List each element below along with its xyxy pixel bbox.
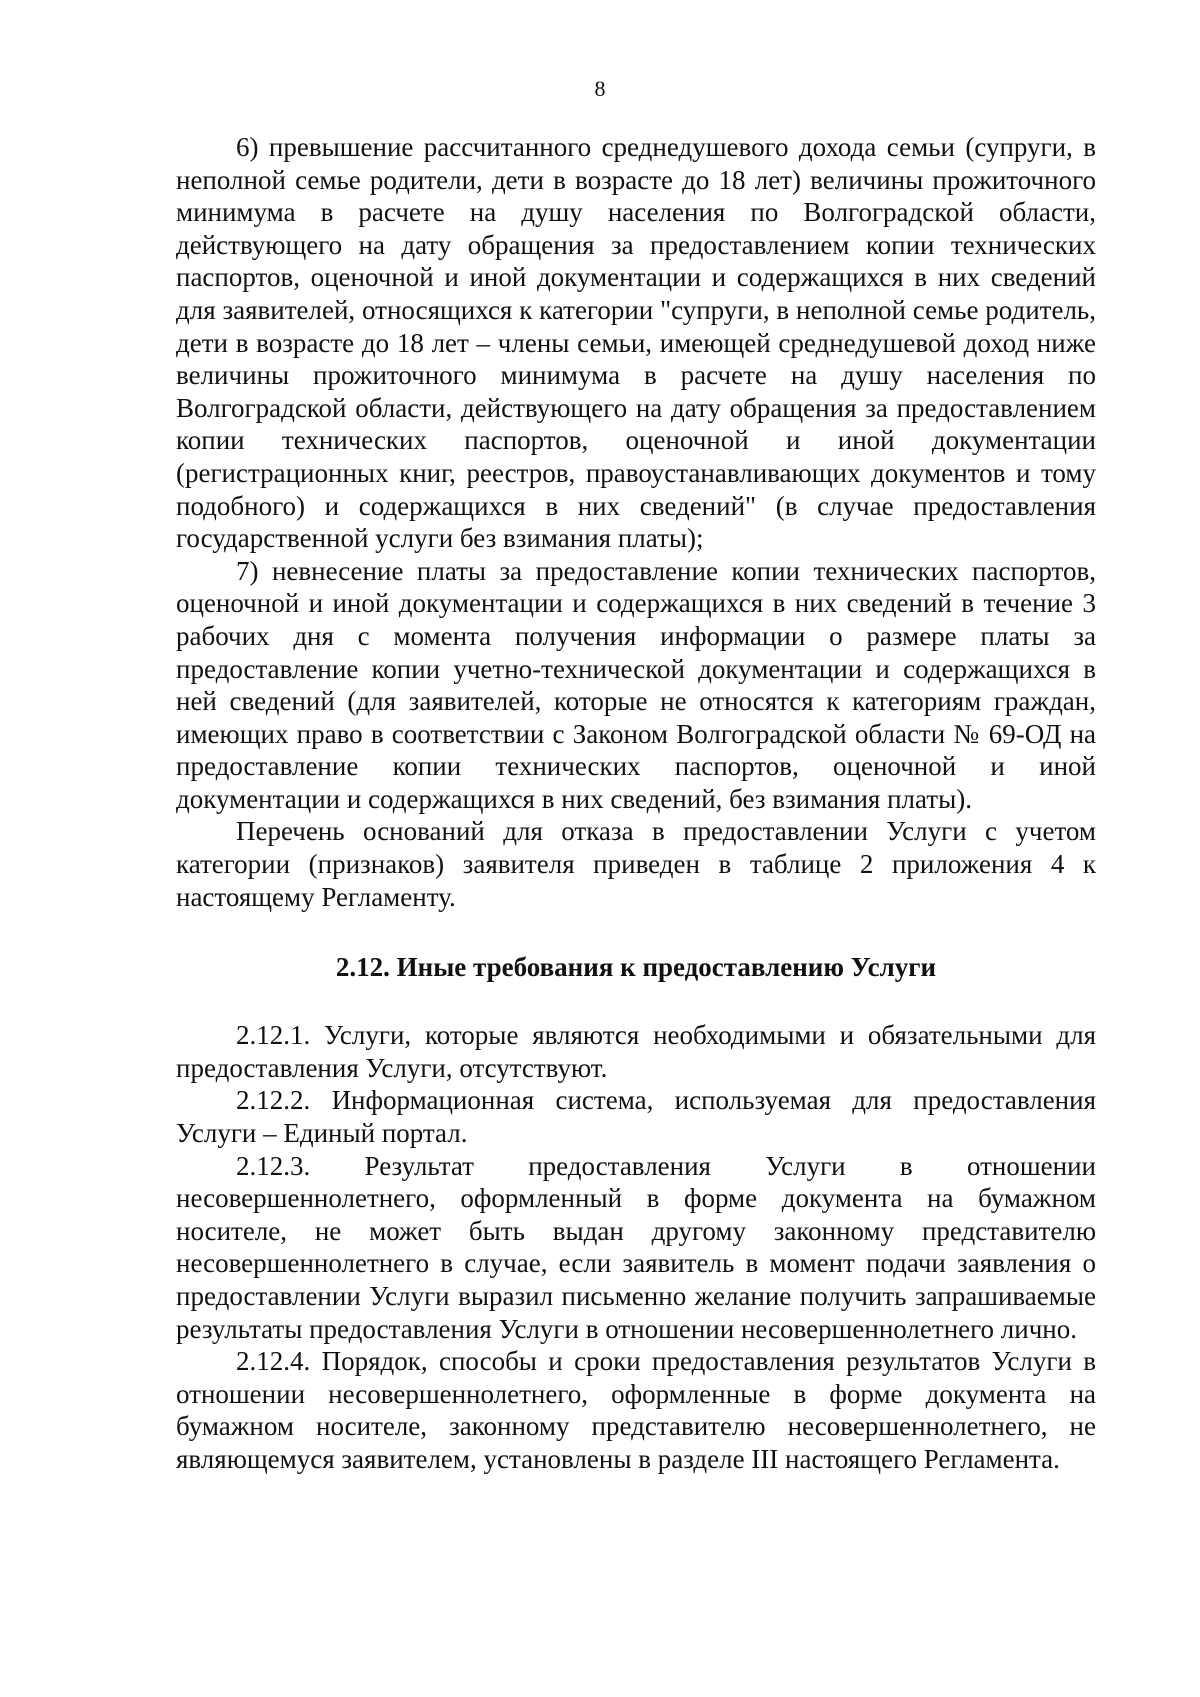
paragraph-2-12-4: 2.12.4. Порядок, способы и сроки предоставления результатов Услуги в отношении несовершеннолетнего, оформленные в форме документа на бумажном носителе, законному представителю несовершеннолетнего, не являющемуся заявителем, установлены в разделе III настоящего Регламента. xyxy=(176,1346,1096,1474)
paragraph-2-12-2: 2.12.2. Информационная система, используемая для предоставления Услуги – Единый портал. xyxy=(176,1085,1096,1149)
page-number: 8 xyxy=(594,76,606,101)
paragraph-item-6: 6) превышение рассчитанного среднедушевого дохода семьи (супруги, в неполной семье родители, дети в возрасте до 18 лет) величины прожиточного минимума в расчете на душу населения по Волгоградской области, действующего на дату обращения за предоставлением копии технических паспортов, оценочной и иной документации и содержащихся в них сведений для заявителей, относящихся к категории "супруги, в неполной семье родитель, дети в возрасте до 18 лет – члены семьи, имеющей среднедушевой доход ниже величины прожиточного минимума в расчете на душу населения по Волгоградской области, действующего на дату обращения за предоставлением копии технических паспортов, оценочной и иной документации (регистрационных книг, реестров, правоустанавливающих документов и тому подобного) и содержащихся в них сведений" (в случае предоставления государственной услуги без взимания платы); xyxy=(176,132,1096,554)
paragraph-2-12-1: 2.12.1. Услуги, которые являются необходимыми и обязательными для предоставления Услуги, отсутствуют. xyxy=(176,1020,1096,1083)
document-body xyxy=(176,131,1096,1476)
paragraph-refusal-list: Перечень оснований для отказа в предоставлении Услуги с учетом категории (признаков) заявителя приведен в таблице 2 приложения 4 к настоящему Регламенту. xyxy=(176,816,1096,912)
paragraph-2-12-3: 2.12.3. Результат предоставления Услуги в отношении несовершеннолетнего, оформленный в форме документа на бумажном носителе, не может быть выдан другому законному представителю несовершеннолетнего в случае, если заявитель в момент подачи заявления о предоставлении Услуги выразил письменно желание получить запрашиваемые результаты предоставления Услуги в отношении несовершеннолетнего лично. xyxy=(176,1150,1096,1344)
section-heading: 2.12. Иные требования к предоставлению Услуги xyxy=(335,952,937,983)
paragraph-item-7: 7) невнесение платы за предоставление копии технических паспортов, оценочной и иной документации и содержащихся в них сведений в течение 3 рабочих дня с момента получения информации о размере платы за предоставление копии учетно-технической документации и содержащихся в ней сведений (для заявителей, которые не относятся к категориям граждан, имеющих право в соответствии с Законом Волгоградской области № 69-ОД на предоставление копии технических паспортов, оценочной и иной документации и содержащихся в них сведений, без взимания платы). xyxy=(176,555,1096,814)
